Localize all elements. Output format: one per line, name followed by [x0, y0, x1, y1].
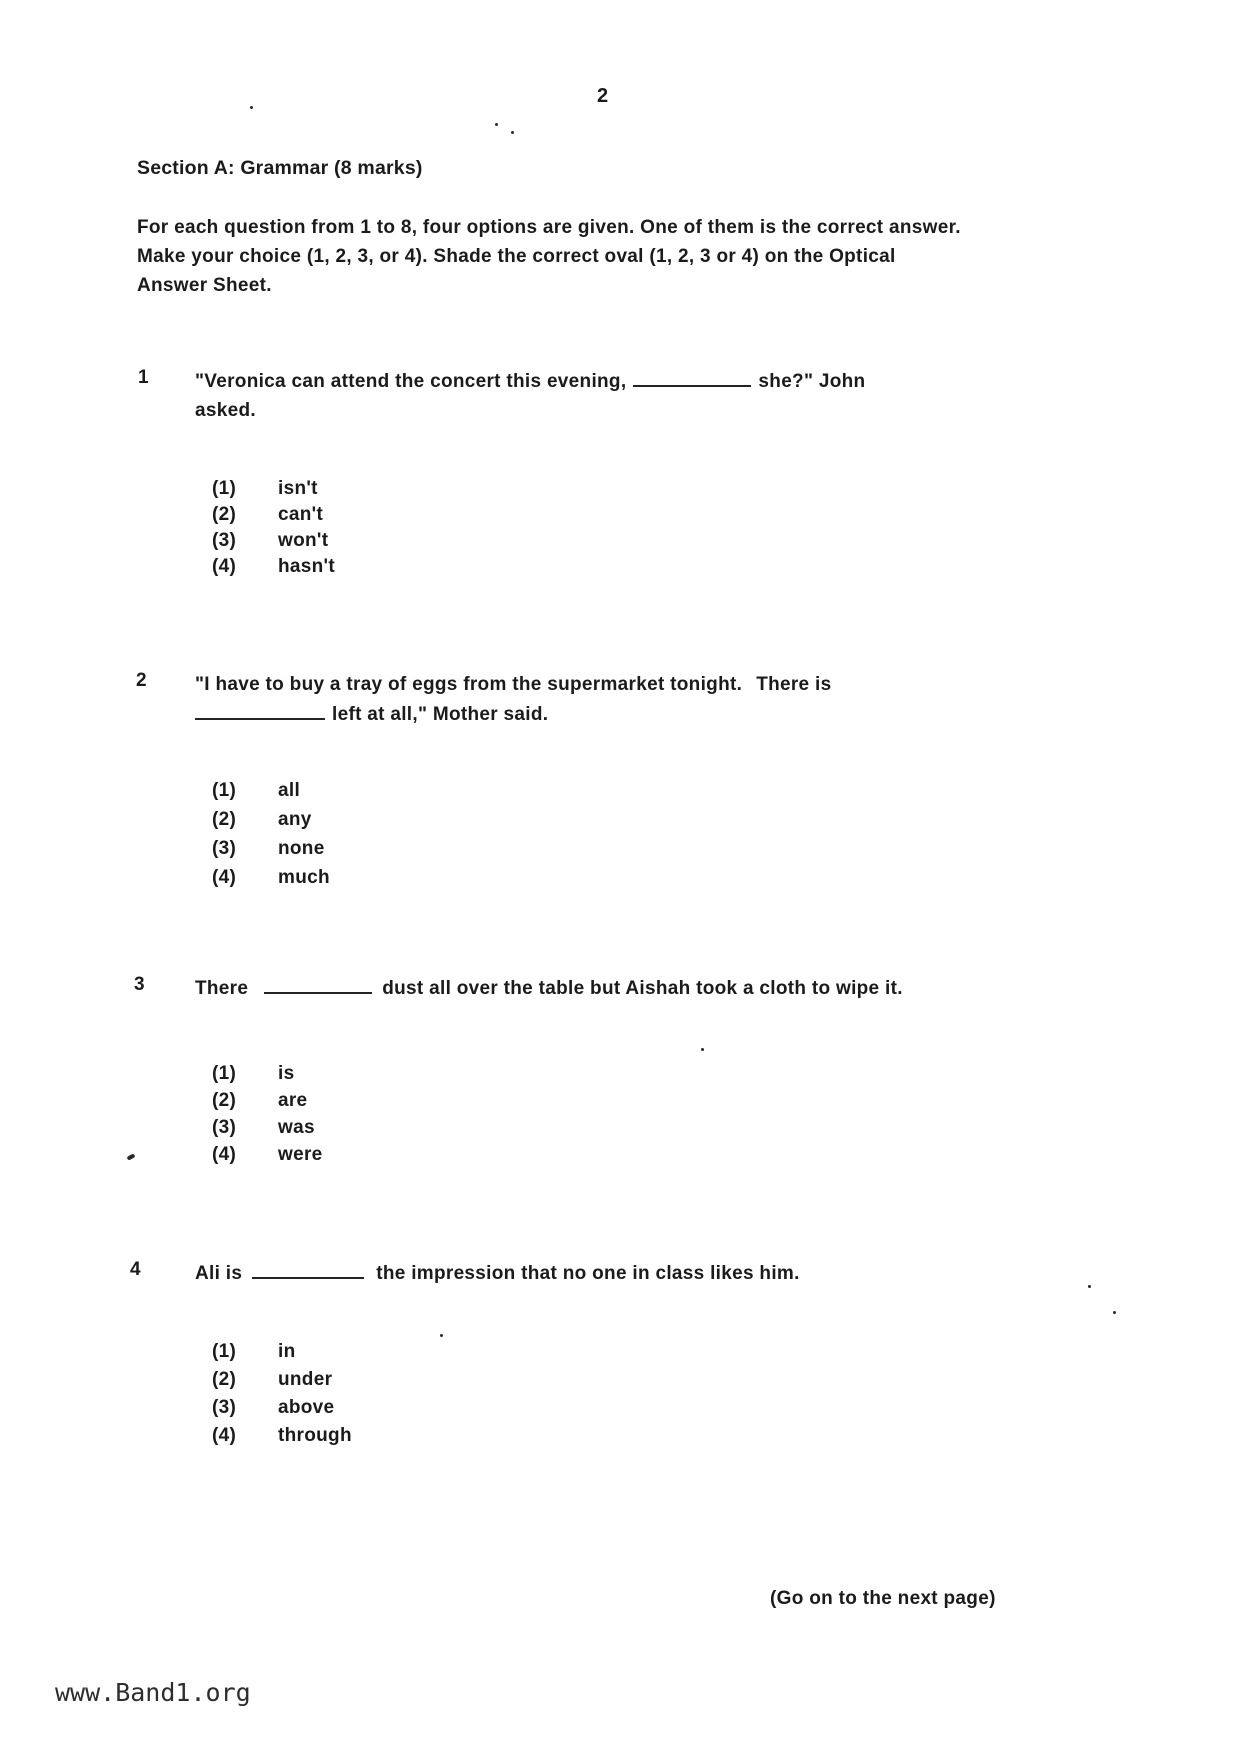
option-row	[212, 476, 335, 502]
question-4-text	[195, 1259, 1040, 1288]
option-text: hasn't	[278, 556, 335, 577]
question-2-stem-after: left at all," Mother said.	[332, 704, 549, 725]
option-label: (2)	[212, 1369, 237, 1390]
question-2-stem-line1: "I have to buy a tray of eggs from the supermarket tonight.	[195, 674, 743, 695]
next-page-note: (Go on to the next page)	[770, 1588, 996, 1609]
scan-speck	[1088, 1285, 1091, 1288]
question-4-options	[212, 1338, 352, 1450]
question-4-number: 4	[130, 1259, 141, 1280]
section-instructions	[137, 213, 969, 300]
instructions-text-part1: For each question from	[137, 217, 361, 238]
option-label: (3)	[212, 838, 237, 859]
option-label: (1)	[212, 1063, 237, 1084]
option-text: in	[278, 1341, 296, 1362]
option-text: much	[278, 867, 330, 888]
question-3-stem: There	[195, 978, 249, 999]
option-row	[212, 554, 335, 580]
option-label: (3)	[212, 530, 237, 551]
option-label: (4)	[212, 556, 237, 577]
option-text: above	[278, 1397, 335, 1418]
option-row	[212, 1394, 352, 1422]
option-text: all	[278, 780, 301, 801]
page-number: 2	[597, 85, 609, 107]
option-text: any	[278, 809, 312, 830]
option-label: (2)	[212, 504, 237, 525]
option-row	[212, 502, 335, 528]
option-row	[212, 528, 335, 554]
option-label: (4)	[212, 867, 237, 888]
option-label: (4)	[212, 1144, 237, 1165]
question-3-answer-blank	[264, 977, 372, 994]
option-row	[212, 1114, 323, 1141]
section-title: Section A: Grammar (8 marks)	[137, 157, 423, 179]
option-text: isn't	[278, 478, 318, 499]
question-1-number: 1	[138, 367, 149, 388]
option-row	[212, 1422, 352, 1450]
scan-speck	[511, 131, 514, 134]
option-label: (3)	[212, 1397, 237, 1418]
question-4-stem: Ali is	[195, 1263, 243, 1284]
question-3-text	[195, 974, 1040, 1003]
question-3-number: 3	[134, 974, 145, 995]
option-row	[212, 1338, 352, 1366]
question-3-stem-after: dust all over the table but Aishah took a cloth to wipe it.	[382, 978, 903, 999]
option-label: (2)	[212, 809, 237, 830]
option-label: (4)	[212, 1425, 237, 1446]
option-text: under	[278, 1369, 333, 1390]
scan-speck	[250, 106, 253, 109]
option-row	[212, 1366, 352, 1394]
question-2-answer-blank	[195, 703, 325, 720]
question-1-stem-line2: asked.	[195, 400, 256, 421]
option-text: were	[278, 1144, 323, 1165]
option-text: through	[278, 1425, 352, 1446]
question-1-stem-after: she?" John	[758, 371, 866, 392]
question-1-options	[212, 476, 335, 580]
watermark-url: www.Band1.org	[55, 1678, 251, 1707]
option-label: (2)	[212, 1090, 237, 1111]
option-label: (1)	[212, 478, 237, 499]
question-2-number: 2	[136, 670, 147, 691]
scan-speck	[127, 1153, 136, 1160]
option-text: can't	[278, 504, 324, 525]
question-1-answer-blank	[633, 370, 751, 387]
question-3-options	[212, 1060, 323, 1168]
option-row	[212, 776, 330, 805]
option-text: won't	[278, 530, 329, 551]
option-row	[212, 1141, 323, 1168]
option-text: none	[278, 838, 325, 859]
instructions-bold-range: 1 to 8	[360, 217, 412, 238]
option-label: (3)	[212, 1117, 237, 1138]
question-2-options	[212, 776, 330, 892]
question-4-stem-after: the impression that no one in class likes him.	[376, 1263, 800, 1284]
scan-speck	[440, 1334, 443, 1337]
option-text: was	[278, 1117, 315, 1138]
question-4-answer-blank	[252, 1262, 364, 1279]
option-label: (1)	[212, 1341, 237, 1362]
scan-speck	[701, 1048, 704, 1051]
scan-speck	[495, 123, 498, 126]
scan-speck	[1113, 1311, 1116, 1314]
option-row	[212, 863, 330, 892]
option-text: is	[278, 1063, 295, 1084]
option-label: (1)	[212, 780, 237, 801]
option-row	[212, 834, 330, 863]
question-1-text	[195, 367, 1040, 425]
question-2-text	[195, 670, 1040, 730]
instructions-text-part2: , four options are given. One of them is the correct answer. Make your choice (1, 2, 3, or 4). Shade the correct oval (1, 2, 3 or 4) on the Optical Answer Sheet.	[137, 217, 961, 296]
option-row	[212, 1060, 323, 1087]
option-row	[212, 1087, 323, 1114]
question-1-stem: "Veronica can attend the concert this evening,	[195, 371, 627, 392]
option-row	[212, 805, 330, 834]
option-text: are	[278, 1090, 308, 1111]
question-2-stem-line1b: There is	[756, 674, 832, 695]
